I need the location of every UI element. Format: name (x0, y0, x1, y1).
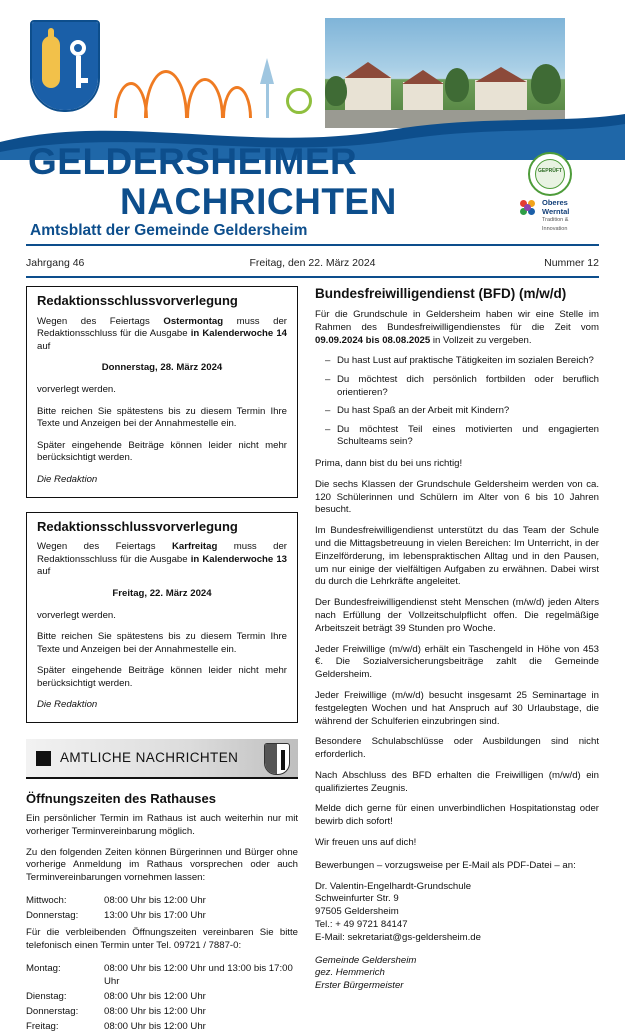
bfd-paragraph-3: Der Bundesfreiwilligendienst steht Menschen (m/w/d) jeden Alters nach Erfüllung der Vollzeitschulpflicht offen. Die regelmäßige Arbeitszeit beträgt 39 Stunden pro Woche. (315, 597, 599, 634)
masthead (0, 0, 625, 240)
divider-bottom (26, 276, 599, 278)
notice-deadline-date: Donnerstag, 28. März 2024 (101, 362, 223, 374)
notice-paragraph-1 (37, 541, 287, 579)
logo-dots-icon (520, 200, 540, 220)
issue-number: Nummer 12 (544, 257, 599, 269)
title-line-1: GELDERSHEIMER (28, 141, 358, 182)
article-signature (315, 955, 599, 993)
table-row (26, 989, 298, 1004)
masthead-subtitle: Amtsblatt der Gemeinde Geldersheim (30, 222, 308, 239)
bfd-paragraph-5: Jeder Freiwillige (m/w/d) besucht insgesamt 25 Seminartage in festgelegten Wochen und hat Anspruch auf 30 Urlaubstage, die während der Schulferien einzubringen sind. (315, 689, 599, 727)
notice-p1a: Wegen des Feiertags (37, 315, 164, 327)
bfd-paragraph-9: Wir freuen uns auf dich! (315, 837, 417, 849)
notice-signature: Die Redaktion (37, 473, 98, 485)
hours-day: Donnerstag: (26, 910, 79, 922)
municipal-crest-icon (30, 20, 100, 112)
notice-p1e: auf (37, 566, 51, 578)
divider-top (26, 244, 599, 246)
address-line-3: 97505 Geldersheim (315, 906, 399, 918)
notice-title: Redaktionsschlussvorverlegung (37, 293, 238, 308)
signature-line-3: Erster Bürgermeister (315, 980, 404, 992)
hours-time: 08:00 Uhr bis 12:00 Uhr (104, 1020, 206, 1032)
title-line-2: NACHRICHTEN (120, 181, 397, 222)
table-row (26, 908, 298, 923)
notice-paragraph-2: vorverlegt werden. (37, 383, 116, 395)
bfd-paragraph-1: Die sechs Klassen der Grundschule Geldersheim werden von ca. 120 Schülerinnen und Schülern im Alter von 6 bis 10 Jahren besucht. (315, 478, 599, 516)
list-item: – Du möchtest Teil eines motivierten und engagierten Schulteams sein? (325, 424, 599, 449)
opening-hours-table-walkin (26, 893, 298, 923)
hours-day: Freitag: (26, 1020, 59, 1032)
table-row (26, 1004, 298, 1019)
bfd-paragraph-7: Nach Abschluss des BFD erhalten die Freiwilligen (m/w/d) ein qualifiziertes Zeugnis. (315, 769, 599, 794)
rathaus-paragraph-1: Ein persönlicher Termin im Rathaus ist auch weiterhin nur mit vorheriger Terminvereinbarung möglich. (26, 813, 298, 837)
bfd-question-list (315, 355, 599, 449)
hours-time: 08:00 Uhr bis 12:00 Uhr (104, 895, 206, 907)
notice-week: in Kalenderwoche 14 (190, 328, 287, 340)
certification-badge-icon (528, 152, 572, 196)
logo-tagline: Tradition & Innovation (542, 217, 569, 232)
page-title (28, 142, 508, 222)
hours-time: 08:00 Uhr bis 12:00 Uhr (104, 990, 206, 1002)
notice-p1e: auf (37, 340, 51, 352)
notice-p1c: muss der Redaktionsschluss für die Ausgabe (37, 541, 287, 565)
bfd-paragraph-0: Prima, dann bist du bei uns richtig! (315, 457, 463, 469)
hours-time: 08:00 Uhr bis 12:00 Uhr und 13:00 bis 17:00 Uhr (104, 962, 293, 987)
hours-day: Donnerstag: (26, 1005, 79, 1017)
notice-p1c: muss der Redaktionsschluss für die Ausgabe (37, 315, 287, 340)
hours-day: Dienstag: (26, 990, 67, 1002)
rathaus-paragraph-3: Für die verbleibenden Öffnungszeiten vereinbaren Sie bitte telefonisch einen Termin unter Tel. 09721 / 7887-0: (26, 927, 298, 951)
address-email[interactable]: E-Mail: sekretariat@gs-geldersheim.de (315, 931, 481, 943)
list-item: – Du möchtest dich persönlich fortbilden oder beruflich orientieren? (325, 374, 599, 399)
notice-week: in Kalenderwoche 13 (190, 553, 287, 565)
bfd-intro (315, 309, 599, 347)
notice-title: Redaktionsschlussvorverlegung (37, 518, 238, 534)
issue-volume: Jahrgang 46 (26, 257, 85, 269)
section-banner-amtliche-nachrichten (26, 739, 298, 779)
notice-paragraph-4: Später eingehende Beiträge können leider nicht mehr berücksichtigt werden. (37, 439, 287, 464)
rathaus-paragraph-2: Zu den folgenden Zeiten können Bürgerinnen und Bürger ohne vorherige Anmeldung im Rathaus vorsprechen oder auch Terminvereinbarungen vornehmen lassen: (26, 846, 298, 884)
notice-paragraph-2: vorverlegt werden. (37, 609, 116, 621)
signature-line-2: gez. Hemmerich (315, 967, 385, 979)
opening-hours-table-appointment (26, 961, 298, 1034)
hours-time: 08:00 Uhr bis 12:00 Uhr (104, 1005, 206, 1017)
logo-name: Oberes Werntal (542, 198, 570, 216)
notice-paragraph-3: Bitte reichen Sie spätestens bis zu diesem Termin Ihre Texte und Anzeigen bei der Annahmestelle ein. (37, 405, 287, 430)
right-column (315, 286, 599, 993)
bfd-article-title: Bundesfreiwilligendienst (BFD) (m/w/d) (315, 286, 567, 301)
hours-time: 13:00 Uhr bis 17:00 Uhr (104, 910, 206, 922)
bfd-paragraph-4: Jeder Freiwillige (m/w/d) erhält ein Taschengeld in Höhe von 453 €. Die Sozialversicherungsbeiträge zahlt die Gemeinde Geldersheim. (315, 643, 599, 681)
notice-p1a: Wegen des Feiertags (37, 541, 172, 553)
bfd-paragraph-2: Im Bundesfreiwilligendienst unterstützt du das Team der Schule und die Mittagsbetreuung in vielen Bereichen: Im Unterricht, in der Einzelförderung, im lebenspraktischen Alltag und in den Pausen, um nur einige der vielfältigen Aufgaben zu erwähnen. Dabei wirst du durch die Lehrkräfte angeleitet. (315, 525, 599, 588)
notice-paragraph-4: Später eingehende Beiträge können leider nicht mehr berücksichtigt werden. (37, 665, 287, 689)
issue-date: Freitag, den 22. März 2024 (249, 257, 376, 269)
notice-paragraph-1 (37, 316, 287, 354)
notice-holiday: Karfreitag (172, 541, 218, 553)
address-phone: Tel.: + 49 9721 84147 (315, 919, 408, 931)
list-item: – Du hast Spaß an der Arbeit mit Kindern? (325, 405, 599, 418)
table-row (26, 961, 298, 989)
certification-badge-label: GEPRÜFT (535, 159, 565, 189)
oberes-werntal-logo (520, 198, 582, 232)
table-row (26, 1019, 298, 1034)
banner-crest-icon (264, 743, 290, 775)
bfd-paragraph-8: Melde dich gerne für einen unverbindlichen Hospitationstag oder bewirb dich sofort! (315, 803, 599, 828)
left-column (26, 286, 298, 1034)
rathaus-section-title: Öffnungszeiten des Rathauses (26, 791, 216, 807)
section-banner-label: AMTLICHE NACHRICHTEN (60, 750, 239, 766)
bfd-paragraph-6: Besondere Schulabschlüsse oder Ausbildungen sind nicht erforderlich. (315, 736, 599, 761)
hours-day: Mittwoch: (26, 895, 67, 907)
application-lead: Bewerbungen – vorzugsweise per E-Mail als PDF-Datei – an: (315, 859, 576, 871)
notice-paragraph-3: Bitte reichen Sie spätestens bis zu diesem Termin Ihre Texte und Anzeigen bei der Annahmestelle ein. (37, 631, 287, 655)
bfd-intro-c: in Vollzeit zu vergeben. (430, 334, 532, 346)
square-marker-icon (36, 751, 51, 766)
notice-box-ostermontag (26, 286, 298, 498)
application-address (315, 881, 599, 945)
address-line-1: Dr. Valentin-Engelhardt-Grundschule (315, 880, 472, 892)
issue-bar (26, 252, 599, 274)
notice-holiday: Ostermontag (163, 315, 224, 327)
bfd-intro-a: Für die Grundschule in Geldersheim haben wir eine Stelle im Rahmen des Bundesfreiwilligendienstes für die Zeit vom (315, 309, 599, 333)
table-row (26, 893, 298, 908)
signature-line-1: Gemeinde Geldersheim (315, 954, 417, 966)
bfd-period: 09.09.2024 bis 08.08.2025 (315, 334, 431, 346)
notice-box-karfreitag (26, 512, 298, 724)
address-line-2: Schweinfurter Str. 9 (315, 893, 399, 905)
list-item: – Du hast Lust auf praktische Tätigkeiten im sozialen Bereich? (325, 355, 599, 368)
notice-deadline-date: Freitag, 22. März 2024 (112, 587, 212, 599)
notice-signature: Die Redaktion (37, 699, 98, 711)
hours-day: Montag: (26, 962, 61, 974)
